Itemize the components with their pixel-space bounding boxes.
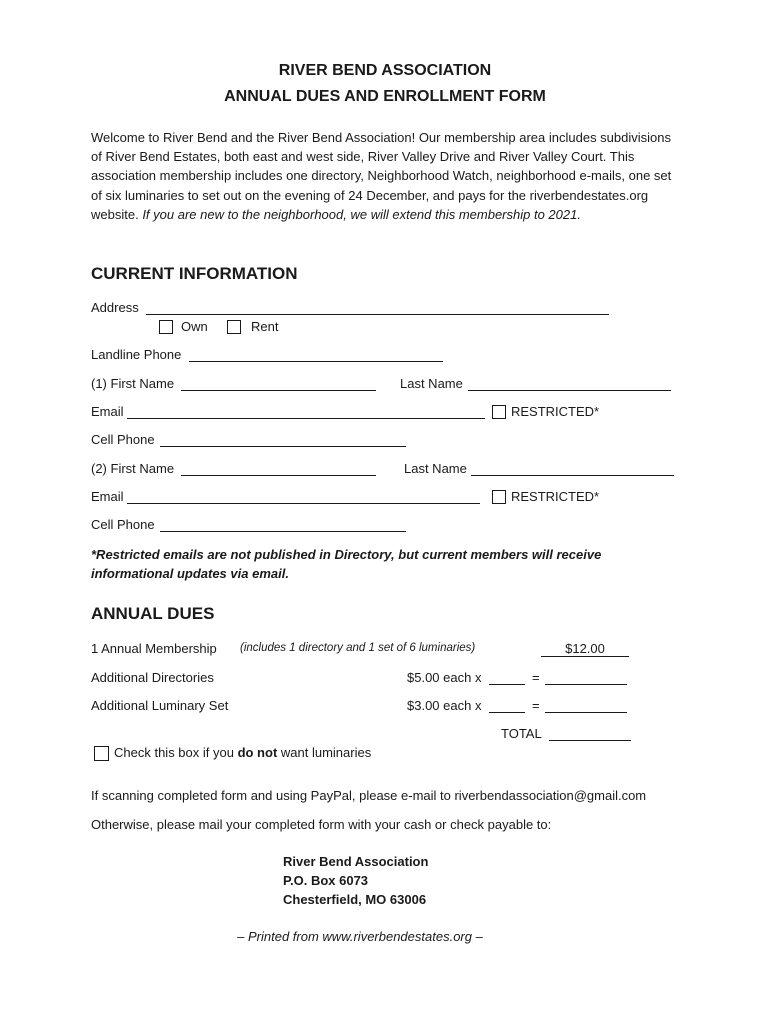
last-name-1-field[interactable] [468, 390, 671, 391]
email-1-field[interactable] [127, 418, 485, 419]
directories-subtotal-field[interactable] [545, 684, 627, 685]
restricted-1-checkbox[interactable] [492, 405, 506, 419]
directories-equals: = [532, 670, 540, 685]
first-name-2-label: (2) First Name [91, 461, 175, 476]
own-checkbox[interactable] [159, 320, 173, 334]
intro-italic: If you are new to the neighborhood, we will extend this membership to 2021. [142, 206, 581, 222]
first-name-1-field[interactable] [181, 390, 376, 391]
rent-label: Rent [251, 319, 279, 334]
cell-phone-2-field[interactable] [160, 531, 406, 532]
cell-phone-1-label: Cell Phone [91, 432, 155, 447]
last-name-1-label: Last Name [400, 376, 463, 391]
no-luminaries-checkbox[interactable] [94, 746, 109, 761]
directories-quantity-field[interactable] [489, 684, 525, 685]
printed-from-footer: – Printed from www.riverbendestates.org – [237, 929, 483, 944]
email-1-label: Email [91, 404, 124, 419]
first-name-2-field[interactable] [181, 475, 376, 476]
rent-checkbox[interactable] [227, 320, 241, 334]
annual-dues-heading: ANNUAL DUES [91, 604, 215, 623]
intro-body: Welcome to River Bend and the River Bend Association! Our membership area includes subdivisions of River Bend Estates, both east and west side, River Valley Drive and River Valley Court. This association membership includes one directory, Neighborhood Watch, neighborhood e-mails, one set of six luminaries to set out on the evening of 24 December, and pays for the riverbendestates.org website. [91, 130, 672, 222]
restricted-1-label: RESTRICTED* [511, 404, 600, 419]
mail-instructions: Otherwise, please mail your completed form with your cash or check payable to: [91, 817, 552, 832]
address-label: Address [91, 300, 139, 315]
no-luminaries-suffix: want luminaries [277, 745, 372, 760]
directories-price: $5.00 each x [407, 670, 482, 685]
address-field[interactable] [146, 314, 609, 315]
mailing-address-city: Chesterfield, MO 63006 [283, 892, 427, 907]
no-luminaries-prefix: Check this box if you [114, 745, 238, 760]
last-name-2-field[interactable] [471, 475, 674, 476]
landline-phone-field[interactable] [189, 361, 443, 362]
additional-directories-label: Additional Directories [91, 670, 214, 685]
cell-phone-1-field[interactable] [160, 446, 406, 447]
intro-paragraph [91, 128, 681, 224]
email-2-field[interactable] [127, 503, 480, 504]
current-information-heading: CURRENT INFORMATION [91, 264, 298, 283]
first-name-1-label: (1) First Name [91, 376, 175, 391]
luminary-price: $3.00 each x [407, 698, 482, 713]
no-luminaries-emphasis: do not [237, 745, 278, 760]
total-label: TOTAL [501, 726, 542, 741]
landline-phone-label: Landline Phone [91, 347, 182, 362]
last-name-2-label: Last Name [404, 461, 467, 476]
email-2-label: Email [91, 489, 124, 504]
annual-membership-label: 1 Annual Membership [91, 641, 217, 656]
form-title: ANNUAL DUES AND ENROLLMENT FORM [224, 88, 546, 105]
restricted-note: *Restricted emails are not published in Directory, but current members will receive informational updates via email. [91, 547, 602, 581]
luminary-subtotal-field[interactable] [545, 712, 627, 713]
no-luminaries-label [114, 745, 371, 760]
own-label: Own [181, 319, 208, 334]
luminary-equals: = [532, 698, 540, 713]
restricted-2-label: RESTRICTED* [511, 489, 600, 504]
org-title: RIVER BEND ASSOCIATION [278, 62, 492, 79]
mailing-address-name: River Bend Association [283, 854, 429, 869]
annual-membership-amount: $12.00 [541, 641, 629, 657]
annual-membership-note: (includes 1 directory and 1 set of 6 luminaries) [240, 642, 476, 654]
total-field[interactable] [549, 740, 631, 741]
luminary-quantity-field[interactable] [489, 712, 525, 713]
additional-luminary-label: Additional Luminary Set [91, 698, 229, 713]
mailing-address-po-box: P.O. Box 6073 [283, 873, 369, 888]
paypal-instructions: If scanning completed form and using PayPal, please e-mail to riverbendassociation@gmail.com [91, 788, 647, 803]
cell-phone-2-label: Cell Phone [91, 517, 155, 532]
restricted-2-checkbox[interactable] [492, 490, 506, 504]
